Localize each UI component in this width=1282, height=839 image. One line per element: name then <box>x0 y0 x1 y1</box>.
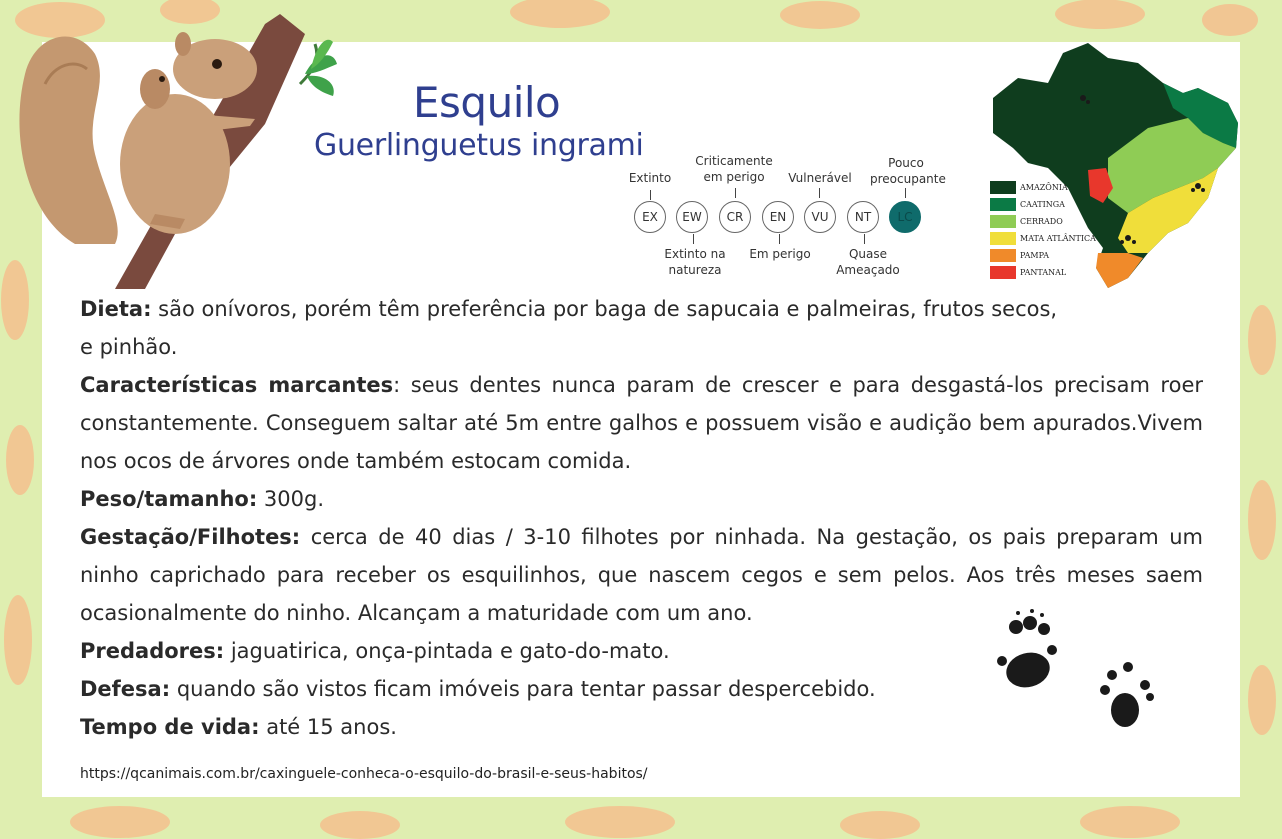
fact-dieta <box>80 290 1203 366</box>
fact-text: e pinhão. <box>80 335 178 359</box>
fact-peso <box>80 480 1203 518</box>
status-tick <box>905 188 906 198</box>
scientific-name: Guerlinguetus ingrami <box>314 128 644 163</box>
fact-text: cerca de 40 dias / 3-10 filhotes por ninhada. Na gestação, os pais preparam um ninho caprichado para receber os esquilinhos, que nascem cegos e sem pelos. Aos três meses saem ocasionalmente do ninho. Alcançam a maturidade com um ano. <box>80 525 1203 625</box>
legend-label: CAATINGA <box>1020 200 1065 209</box>
source-link[interactable]: https://qcanimais.com.br/caxinguele-conheca-o-esquilo-do-brasil-e-seus-habitos/ <box>80 766 648 782</box>
status-label-ew: Extinto na natureza <box>664 247 726 277</box>
legend-label: PAMPA <box>1020 251 1050 260</box>
fact-label: Defesa: <box>80 677 171 701</box>
status-tick <box>779 234 780 244</box>
status-circle-en: EN <box>762 201 794 233</box>
status-tick <box>864 234 865 244</box>
fact-text: até 15 anos. <box>266 715 397 739</box>
paw-tracks-icon <box>990 605 1165 735</box>
legend-swatch <box>990 266 1016 279</box>
status-label-cr: Criticamente em perigo <box>695 154 773 184</box>
fact-label: Características marcantes <box>80 373 394 397</box>
fact-label: Dieta: <box>80 297 152 321</box>
status-tick <box>735 188 736 198</box>
legend-label: PANTANAL <box>1020 268 1067 277</box>
legend-label: MATA ATLÂNTICA <box>1020 234 1096 243</box>
status-label-en: Em perigo <box>749 247 811 261</box>
fact-text: : seus dentes nunca param de crescer e para desgastá-los precisam roer constantemente. Conseguem saltar até 5m entre galhos e possuem visão e audição bem apurados.Vivem nos ocos de árvores onde também estocam comida. <box>80 373 1203 473</box>
fact-text: 300g. <box>263 487 324 511</box>
status-circle-cr: CR <box>719 201 751 233</box>
fact-label: Predadores: <box>80 639 225 663</box>
legend-swatch <box>990 181 1016 194</box>
status-tick <box>650 190 651 200</box>
fact-caracteristicas <box>80 366 1203 480</box>
status-circle-lc: LC <box>889 201 921 233</box>
legend-label: CERRADO <box>1020 217 1063 226</box>
status-circle-nt: NT <box>847 201 879 233</box>
legend-swatch <box>990 198 1016 211</box>
status-tick <box>693 234 694 244</box>
fact-label: Peso/tamanho: <box>80 487 258 511</box>
status-tick <box>819 188 820 198</box>
status-label-ex: Extinto <box>628 171 672 185</box>
status-circle-ew: EW <box>676 201 708 233</box>
status-label-lc: Pouco preocupante <box>870 156 946 186</box>
status-label-nt: Quase Ameaçado <box>836 247 900 277</box>
fact-text: são onívoros, porém têm preferência por baga de sapucaia e palmeiras, frutos secos, <box>158 297 1058 321</box>
legend-label: AMAZÔNIA <box>1020 183 1068 192</box>
fact-text: quando são vistos ficam imóveis para tentar passar despercebido. <box>176 677 876 701</box>
conservation-status-scale <box>620 150 960 285</box>
legend-swatch <box>990 215 1016 228</box>
legend-swatch <box>990 249 1016 262</box>
squirrel-illustration <box>15 14 365 289</box>
status-circle-vu: VU <box>804 201 836 233</box>
status-label-vu: Vulnerável <box>788 171 852 185</box>
legend-swatch <box>990 232 1016 245</box>
fact-text: jaguatirica, onça-pintada e gato-do-mato. <box>230 639 670 663</box>
page-title: Esquilo <box>413 78 561 127</box>
fact-label: Tempo de vida: <box>80 715 260 739</box>
status-circle-ex: EX <box>634 201 666 233</box>
fact-label: Gestação/Filhotes: <box>80 525 301 549</box>
